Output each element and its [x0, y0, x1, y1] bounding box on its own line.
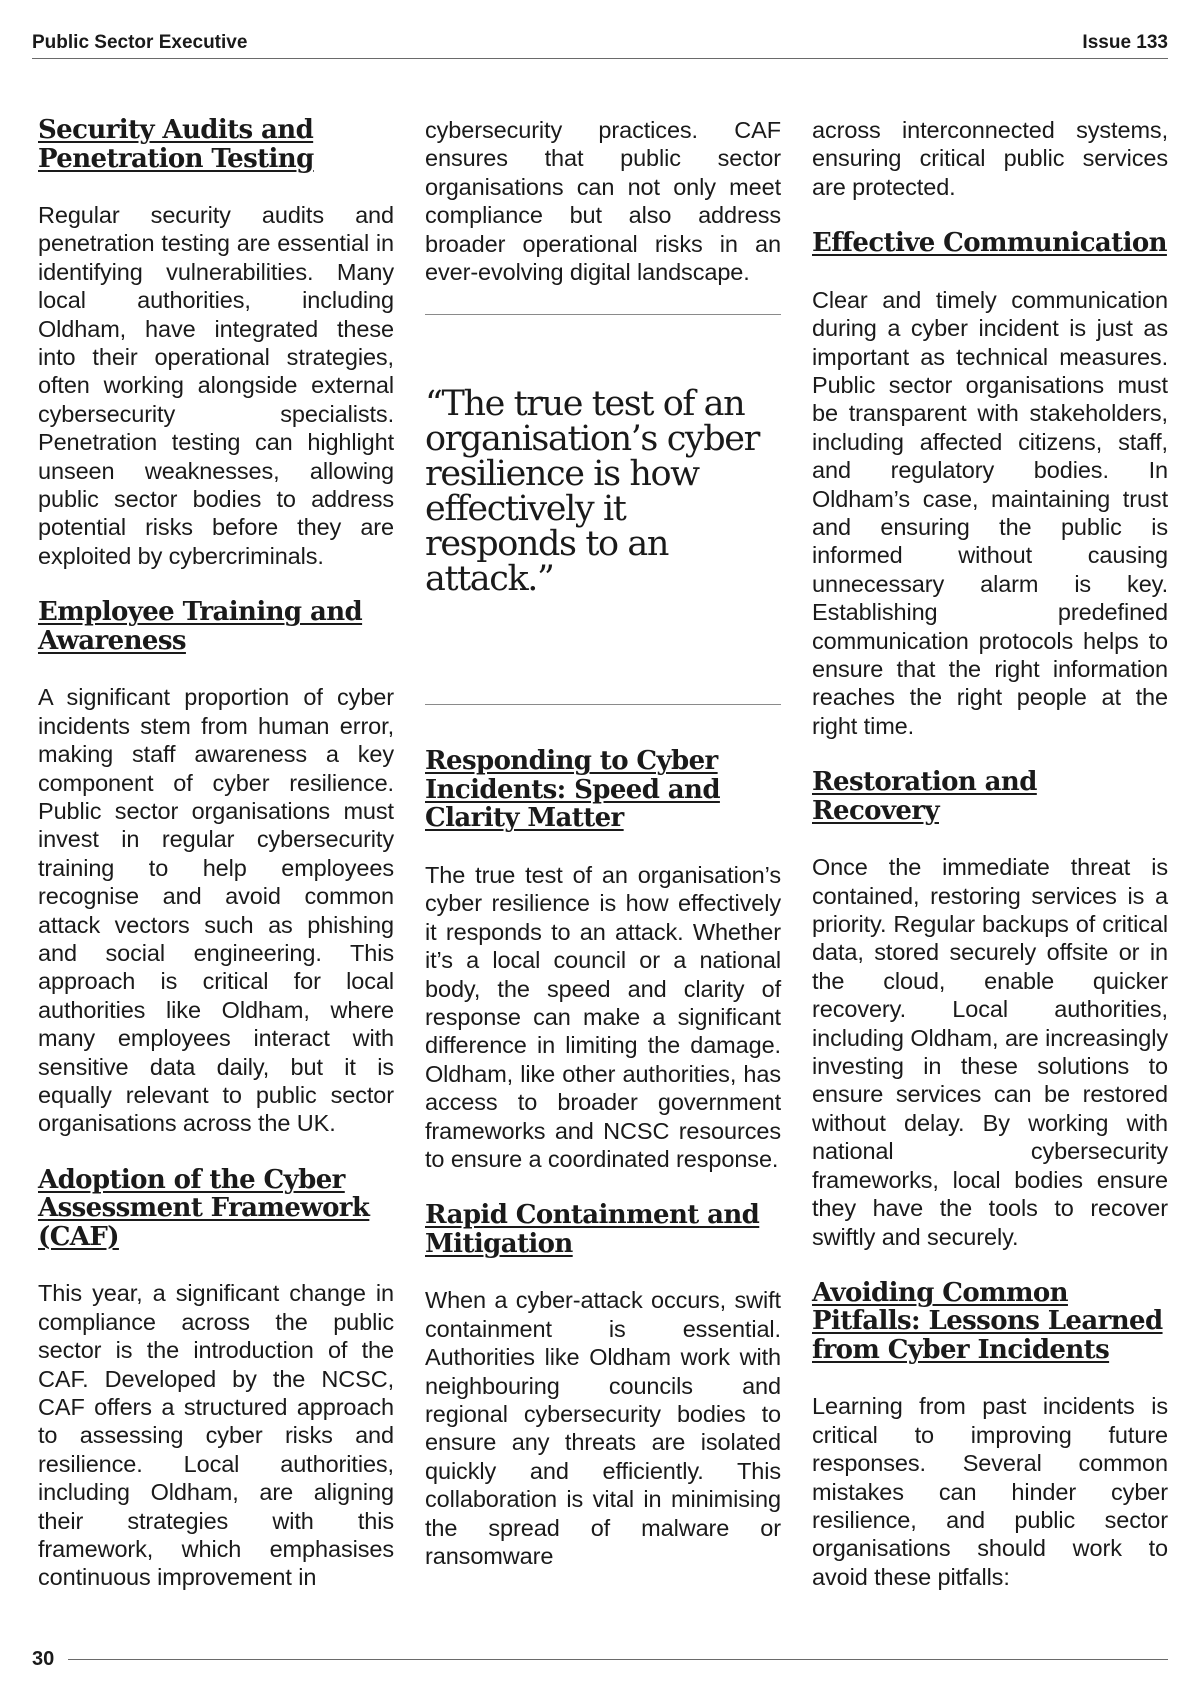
paragraph-effective-communication: Clear and timely communication during a cyber incident is just as important as technical measures. Public sector organisations must be transparent with stakeholders, including affected citizens, staff, and regulatory bodies. In Oldham’s case, maintaining trust and ensuring the public is informed without causing unnecessary alarm is key. Establishing predefined communication protocols helps to ensure that the right information reaches the right people at the right time. — [812, 286, 1168, 739]
paragraph-responding-incidents: The true test of an organisation’s cyber resilience is how effectively it responds to an attack. Whether it’s a local council or a national body, the speed and clarity of response can make a significant difference in limiting the damage. Oldham, like other authorities, has access to broader government frameworks and NCSC resources to ensure a coordinated response. — [425, 861, 781, 1172]
pullquote-top-rule — [425, 314, 781, 315]
pullquote-bottom-rule — [425, 704, 781, 705]
heading-avoiding-pitfalls: Avoiding Common Pitfalls: Lessons Learned from Cyber Incidents — [812, 1277, 1163, 1365]
paragraph-restoration-recovery: Once the immediate threat is contained, restoring services is a priority. Regular backups of critical data, stored securely offsite or in the cloud, enable quicker recovery. Local authorities, including Oldham, are increasingly investing in these solutions to ensure services can be restored without delay. By working with national cybersecurity frameworks, local bodies ensure they have the tools to recover swiftly and securely. — [812, 854, 1168, 1250]
column-3 — [812, 116, 1168, 1619]
issue-number: Issue 133 — [1082, 32, 1168, 53]
column-1 — [38, 116, 394, 1620]
paragraph-rapid-containment: When a cyber-attack occurs, swift containment is essential. Authorities like Oldham work with neighbouring councils and regional cybersecurity bodies to ensure any threats are isolated quickly and efficiently. This collaboration is vital in minimising the spread of malware or ransomware — [425, 1287, 781, 1570]
article-body — [38, 116, 1168, 1596]
column-2 — [425, 116, 781, 1598]
heading-responding-incidents: Responding to Cyber Incidents: Speed and Clarity Matter — [425, 746, 720, 834]
page-header — [32, 30, 1168, 59]
paragraph-caf-continued: cybersecurity practices. CAF ensures that public sector organisations can not only meet compliance but also address broader operational risks in an ever-evolving digital landscape. — [425, 117, 781, 286]
pull-quote: “The true test of an organisation’s cyber resilience is how effectively it responds to an attack.” — [425, 384, 759, 600]
heading-caf-adoption: Adoption of the Cyber Assessment Framework (CAF) — [38, 1164, 370, 1252]
paragraph-containment-continued: across interconnected systems, ensuring critical public services are protected. — [812, 117, 1168, 200]
footer-rule — [68, 1659, 1168, 1660]
page-number: 30 — [32, 1648, 55, 1670]
paragraph-caf-adoption: This year, a significant change in compliance across the public sector is the introduction of the CAF. Developed by the NCSC, CAF offers a structured approach to assessing cyber risks and resilience. Local authorities, including Oldham, are aligning their strategies with this framework, which emphasises continuous improvement in — [38, 1280, 394, 1591]
heading-employee-training: Employee Training and Awareness — [38, 597, 363, 656]
paragraph-security-audits: Regular security audits and penetration testing are essential in identifying vulnerabilities. Many local authorities, including Oldham, have integrated these into their operational strategies, often working alongside external cybersecurity specialists. Penetration testing can highlight unseen weaknesses, allowing public sector bodies to address potential risks before they are exploited by cybercriminals. — [38, 202, 394, 569]
heading-effective-communication: Effective Communication — [812, 228, 1167, 259]
heading-rapid-containment: Rapid Containment and Mitigation — [425, 1200, 760, 1259]
page-footer — [32, 1648, 1168, 1671]
paragraph-employee-training: A significant proportion of cyber incidents stem from human error, making staff awareness a key component of cyber resilience. Public sector organisations must invest in regular cybersecurity training to help employees recognise and avoid common attack vectors such as phishing and social engineering. This approach is critical for local authorities like Oldham, where many employees interact with sensitive data daily, but it is equally relevant to public sector organisations across the UK. — [38, 684, 394, 1137]
publication-title: Public Sector Executive — [32, 32, 248, 53]
paragraph-avoiding-pitfalls: Learning from past incidents is critical to improving future responses. Several common mistakes can hinder cyber resilience, and public sector organisations should work to avoid these pitfalls: — [812, 1393, 1168, 1590]
heading-restoration-recovery: Restoration and Recovery — [812, 767, 1037, 826]
heading-security-audits: Security Audits and Penetration Testing — [38, 115, 314, 174]
